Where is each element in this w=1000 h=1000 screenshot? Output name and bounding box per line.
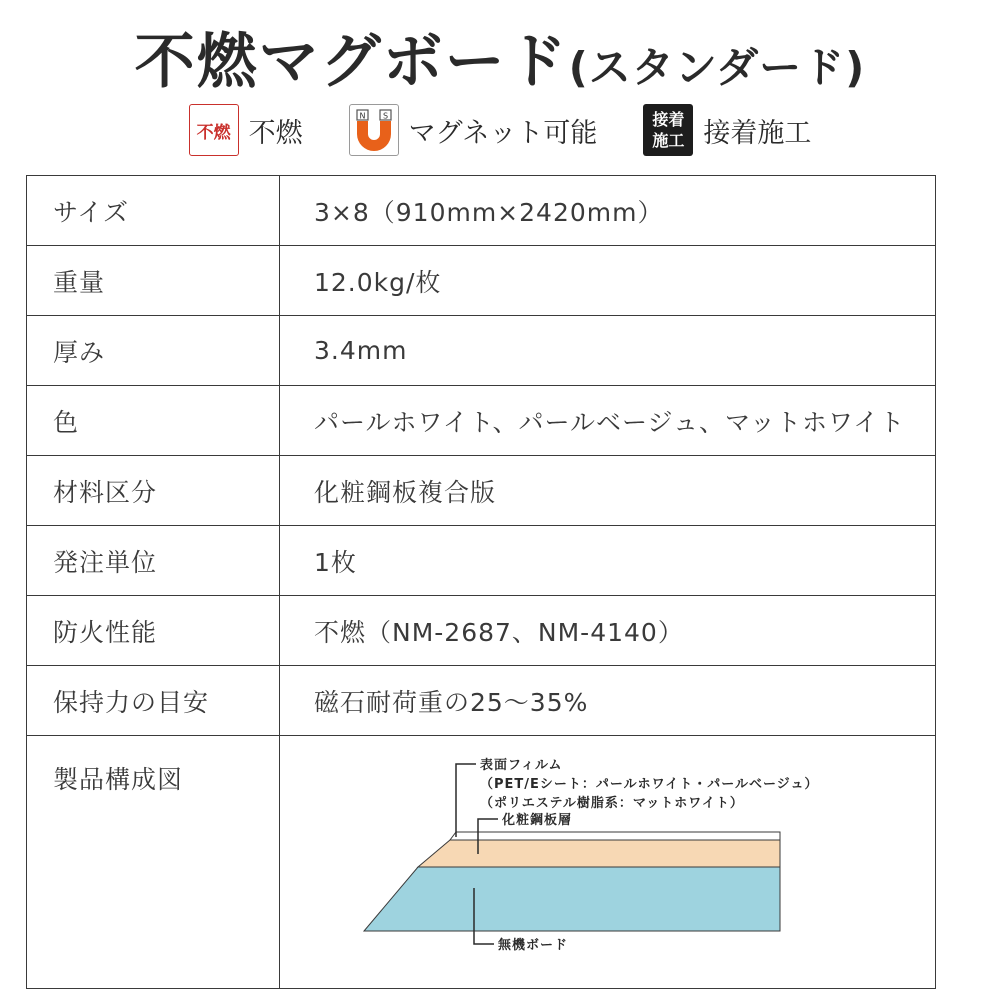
table-row [27, 456, 936, 526]
table-row [27, 386, 936, 456]
spec-key: 製品構成図 [27, 736, 280, 989]
product-title: 不燃マグボード [134, 27, 569, 97]
spec-key: 材料区分 [27, 456, 280, 526]
table-row [27, 176, 936, 246]
spec-key: 発注単位 [27, 526, 280, 596]
badge-label: 不燃 [248, 117, 303, 149]
badge-label: 接着施工 [703, 117, 812, 149]
adhesive-icon-text-bottom: 施工 [652, 131, 685, 150]
table-row [27, 526, 936, 596]
board-label: 無機ボード [498, 938, 569, 953]
spec-key: 厚み [27, 316, 280, 386]
spec-value: 3.4mm [280, 316, 936, 386]
spec-key: サイズ [27, 176, 280, 246]
badge-label: マグネット可能 [408, 117, 598, 149]
film-label: 表面フィルム [480, 758, 563, 773]
fire-resistant-icon: 不燃 [189, 104, 239, 156]
steel-layer [418, 840, 780, 867]
table-row [27, 246, 936, 316]
spec-value: 不燃（NM-2687、NM-4140） [280, 596, 936, 666]
spec-value: パールホワイト、パールベージュ、マットホワイト [280, 386, 936, 456]
magnet-icon [349, 104, 399, 156]
magnet-n-label: N [359, 111, 366, 121]
adhesive-icon [643, 104, 693, 156]
spec-table [26, 175, 936, 989]
badge-nonflammable [189, 104, 303, 156]
spec-key: 色 [27, 386, 280, 456]
board-layer [364, 867, 780, 931]
film-note-2: （ポリエステル樹脂系：マットホワイト） [480, 796, 744, 811]
magnet-s-label: S [382, 111, 388, 121]
structure-diagram-cell [280, 736, 936, 989]
feature-badges [0, 104, 1000, 156]
spec-key: 防火性能 [27, 596, 280, 666]
film-leader-line [456, 764, 476, 837]
product-subtitle: (スタンダード) [568, 43, 866, 92]
film-note-1: （PET/Eシート：パールホワイト・パールベージュ） [480, 777, 819, 792]
spec-value: 12.0kg/枚 [280, 246, 936, 316]
spec-value: 化粧鋼板複合版 [280, 456, 936, 526]
table-row [27, 666, 936, 736]
table-row [27, 736, 936, 989]
badge-magnet [349, 104, 598, 156]
table-row [27, 316, 936, 386]
spec-key: 保持力の目安 [27, 666, 280, 736]
film-layer [450, 832, 780, 840]
steel-label: 化粧鋼板層 [502, 813, 573, 828]
spec-value: 3×8（910mm×2420mm） [280, 176, 936, 246]
spec-value: 磁石耐荷重の25〜35% [280, 666, 936, 736]
table-row [27, 596, 936, 666]
spec-key: 重量 [27, 246, 280, 316]
page-title [0, 14, 1000, 100]
adhesive-icon-text-top: 接着 [652, 110, 685, 129]
badge-adhesive [643, 104, 811, 156]
structure-diagram [280, 736, 936, 964]
spec-value: 1枚 [280, 526, 936, 596]
